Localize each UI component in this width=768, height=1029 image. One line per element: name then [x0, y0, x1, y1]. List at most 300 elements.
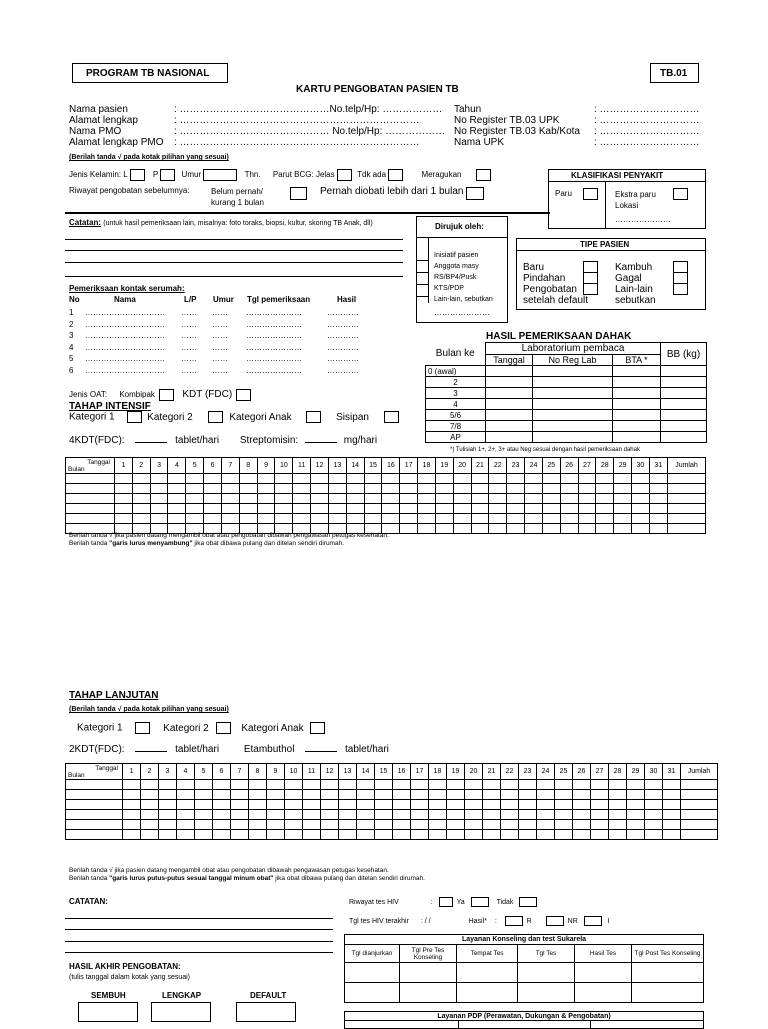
grid-cell[interactable]: [465, 790, 483, 800]
grid-cell[interactable]: [489, 474, 507, 484]
grid-cell[interactable]: [435, 494, 453, 504]
grid-cell[interactable]: [555, 830, 573, 840]
grid-cell[interactable]: [204, 504, 222, 514]
intensive-sisipan-checkbox[interactable]: [384, 411, 399, 423]
grid-cell[interactable]: [141, 800, 159, 810]
grid-cell[interactable]: [555, 780, 573, 790]
contacts-rows[interactable]: 1 ………………………… …… …… ………………… ………… 2 ………………………… …… …… ………………… ………… 3 ………………………… …… …… ………………… ………… 4 ………………………… …… …… ………………… ………… 5 ………………………… …… …… ………………… ………… 6 ………………………… …… …… ………………… …………: [69, 308, 359, 375]
grid-cell[interactable]: [346, 484, 364, 494]
grid-cell[interactable]: [123, 800, 141, 810]
grid-cell[interactable]: [159, 820, 177, 830]
grid-cell[interactable]: [465, 800, 483, 810]
grid-cell[interactable]: [632, 504, 650, 514]
grid-cell[interactable]: [66, 790, 123, 800]
grid-cell[interactable]: [328, 504, 346, 514]
grid-cell[interactable]: [221, 474, 239, 484]
grid-cell[interactable]: [627, 820, 645, 830]
grid-cell[interactable]: [649, 474, 667, 484]
hiv-nr-checkbox[interactable]: [584, 916, 602, 926]
grid-cell[interactable]: [115, 494, 133, 504]
grid-cell[interactable]: [364, 494, 382, 504]
grid-cell[interactable]: [560, 474, 578, 484]
grid-cell[interactable]: [321, 820, 339, 830]
grid-cell[interactable]: [66, 494, 115, 504]
grid-cell[interactable]: [393, 820, 411, 830]
grid-cell[interactable]: [591, 780, 609, 790]
grid-cell[interactable]: [221, 494, 239, 504]
grid-cell[interactable]: [150, 504, 168, 514]
grid-cell[interactable]: [668, 514, 706, 524]
grid-cell[interactable]: [213, 800, 231, 810]
grid-cell[interactable]: [537, 800, 555, 810]
grid-cell[interactable]: [627, 780, 645, 790]
grid-cell[interactable]: [123, 820, 141, 830]
grid-cell[interactable]: [267, 810, 285, 820]
grid-cell[interactable]: [231, 820, 249, 830]
default-checkbox[interactable]: [583, 283, 598, 295]
grid-cell[interactable]: [400, 514, 418, 524]
grid-cell[interactable]: [364, 504, 382, 514]
grid-cell[interactable]: [66, 484, 115, 494]
grid-cell[interactable]: [578, 514, 596, 524]
grid-cell[interactable]: [364, 474, 382, 484]
grid-cell[interactable]: [257, 484, 275, 494]
grid-cell[interactable]: [303, 790, 321, 800]
intensive-kat1-checkbox[interactable]: [127, 411, 142, 423]
grid-cell[interactable]: [663, 780, 681, 790]
grid-cell[interactable]: [285, 790, 303, 800]
grid-cell[interactable]: [346, 474, 364, 484]
grid-cell[interactable]: [555, 820, 573, 830]
intensive-kat2-checkbox[interactable]: [208, 411, 223, 423]
lengkap-date-box[interactable]: [151, 1002, 211, 1022]
grid-cell[interactable]: [275, 514, 293, 524]
referral-other[interactable]: …………………: [434, 308, 490, 317]
grid-cell[interactable]: [213, 780, 231, 790]
grid-cell[interactable]: [663, 790, 681, 800]
continuation-anak-checkbox[interactable]: [310, 722, 325, 734]
grid-cell[interactable]: [328, 494, 346, 504]
grid-cell[interactable]: [411, 780, 429, 790]
grid-cell[interactable]: [186, 504, 204, 514]
grid-cell[interactable]: [132, 514, 150, 524]
grid-cell[interactable]: [501, 780, 519, 790]
grid-cell[interactable]: [614, 494, 632, 504]
grid-cell[interactable]: [596, 474, 614, 484]
grid-cell[interactable]: [66, 830, 123, 840]
grid-cell[interactable]: [168, 484, 186, 494]
grid-cell[interactable]: [346, 494, 364, 504]
grid-cell[interactable]: [159, 810, 177, 820]
grid-cell[interactable]: [596, 514, 614, 524]
grid-cell[interactable]: [645, 790, 663, 800]
grid-cell[interactable]: [681, 800, 718, 810]
grid-cell[interactable]: [435, 524, 453, 534]
grid-cell[interactable]: [681, 780, 718, 790]
grid-cell[interactable]: [483, 820, 501, 830]
grid-cell[interactable]: [465, 780, 483, 790]
grid-cell[interactable]: [239, 474, 257, 484]
grid-cell[interactable]: [609, 820, 627, 830]
paru-checkbox[interactable]: [583, 188, 598, 200]
hiv-tidak-box[interactable]: [519, 897, 537, 907]
grid-cell[interactable]: [519, 820, 537, 830]
grid-cell[interactable]: [159, 780, 177, 790]
grid-cell[interactable]: [159, 830, 177, 840]
grid-cell[interactable]: [645, 780, 663, 790]
grid-cell[interactable]: [668, 474, 706, 484]
grid-cell[interactable]: [663, 810, 681, 820]
grid-cell[interactable]: [204, 514, 222, 524]
grid-cell[interactable]: [591, 790, 609, 800]
grid-cell[interactable]: [447, 800, 465, 810]
grid-cell[interactable]: [321, 780, 339, 790]
grid-cell[interactable]: [357, 830, 375, 840]
grid-cell[interactable]: [213, 830, 231, 840]
grid-cell[interactable]: [429, 830, 447, 840]
kdt-checkbox[interactable]: [236, 389, 251, 401]
age-field[interactable]: [203, 169, 237, 181]
grid-cell[interactable]: [614, 484, 632, 494]
bcg-tdk-ada-checkbox[interactable]: [388, 169, 403, 181]
grid-cell[interactable]: [328, 474, 346, 484]
grid-cell[interactable]: [649, 494, 667, 504]
grid-cell[interactable]: [231, 830, 249, 840]
grid-cell[interactable]: [411, 800, 429, 810]
grid-cell[interactable]: [614, 524, 632, 534]
grid-cell[interactable]: [339, 800, 357, 810]
grid-cell[interactable]: [393, 830, 411, 840]
grid-cell[interactable]: [649, 524, 667, 534]
grid-cell[interactable]: [393, 780, 411, 790]
grid-cell[interactable]: [123, 780, 141, 790]
grid-cell[interactable]: [645, 830, 663, 840]
grid-cell[interactable]: [267, 800, 285, 810]
grid-cell[interactable]: [221, 504, 239, 514]
grid-cell[interactable]: [435, 504, 453, 514]
grid-cell[interactable]: [168, 514, 186, 524]
grid-cell[interactable]: [204, 474, 222, 484]
continuation-daily-grid[interactable]: [65, 763, 718, 840]
grid-cell[interactable]: [483, 780, 501, 790]
grid-cell[interactable]: [249, 790, 267, 800]
grid-cell[interactable]: [591, 830, 609, 840]
grid-cell[interactable]: [364, 484, 382, 494]
grid-cell[interactable]: [231, 800, 249, 810]
grid-cell[interactable]: [346, 514, 364, 524]
grid-cell[interactable]: [141, 790, 159, 800]
etam-dose-field[interactable]: [305, 751, 337, 752]
grid-cell[interactable]: [507, 484, 525, 494]
grid-cell[interactable]: [321, 790, 339, 800]
grid-cell[interactable]: [632, 514, 650, 524]
grid-cell[interactable]: [411, 810, 429, 820]
grid-cell[interactable]: [501, 790, 519, 800]
grid-cell[interactable]: [393, 790, 411, 800]
grid-cell[interactable]: [267, 830, 285, 840]
history-treated-checkbox[interactable]: [466, 187, 484, 200]
grid-cell[interactable]: [649, 484, 667, 494]
grid-cell[interactable]: [177, 820, 195, 830]
grid-cell[interactable]: [328, 484, 346, 494]
grid-cell[interactable]: [141, 780, 159, 790]
grid-cell[interactable]: [239, 514, 257, 524]
grid-cell[interactable]: [339, 810, 357, 820]
grid-cell[interactable]: [447, 820, 465, 830]
grid-cell[interactable]: [285, 810, 303, 820]
grid-cell[interactable]: [560, 504, 578, 514]
grid-cell[interactable]: [328, 514, 346, 524]
grid-cell[interactable]: [303, 830, 321, 840]
grid-cell[interactable]: [231, 780, 249, 790]
grid-cell[interactable]: [159, 800, 177, 810]
grid-cell[interactable]: [537, 810, 555, 820]
grid-cell[interactable]: [311, 484, 329, 494]
grid-cell[interactable]: [573, 790, 591, 800]
grid-cell[interactable]: [435, 474, 453, 484]
grid-cell[interactable]: [573, 820, 591, 830]
grid-cell[interactable]: [542, 504, 560, 514]
grid-cell[interactable]: [249, 820, 267, 830]
grid-cell[interactable]: [115, 504, 133, 514]
grid-cell[interactable]: [311, 504, 329, 514]
gender-p-checkbox[interactable]: [160, 169, 175, 181]
grid-cell[interactable]: [578, 504, 596, 514]
sembuh-date-box[interactable]: [78, 1002, 138, 1022]
grid-cell[interactable]: [66, 800, 123, 810]
grid-cell[interactable]: [649, 504, 667, 514]
grid-cell[interactable]: [591, 810, 609, 820]
grid-cell[interactable]: [375, 780, 393, 790]
grid-cell[interactable]: [357, 780, 375, 790]
grid-cell[interactable]: [519, 790, 537, 800]
grid-cell[interactable]: [681, 790, 718, 800]
identity-fields[interactable]: : ………………………………………No.telp/Hp: ……………… : ……………………………………………………………… : ……………………………………… No.telp/Hp: ……………… : ………………………………………………………………: [174, 104, 446, 148]
grid-cell[interactable]: [275, 504, 293, 514]
grid-cell[interactable]: [418, 524, 436, 534]
gender-l-checkbox[interactable]: [130, 169, 145, 181]
grid-cell[interactable]: [537, 780, 555, 790]
grid-cell[interactable]: [483, 830, 501, 840]
grid-cell[interactable]: [257, 504, 275, 514]
grid-cell[interactable]: [507, 514, 525, 524]
grid-cell[interactable]: [66, 504, 115, 514]
grid-cell[interactable]: [435, 514, 453, 524]
grid-cell[interactable]: [257, 514, 275, 524]
grid-cell[interactable]: [525, 494, 543, 504]
grid-cell[interactable]: [507, 494, 525, 504]
grid-cell[interactable]: [489, 514, 507, 524]
grid-cell[interactable]: [231, 790, 249, 800]
grid-cell[interactable]: [645, 800, 663, 810]
grid-cell[interactable]: [66, 820, 123, 830]
kdt2-dose-field[interactable]: [135, 751, 167, 752]
grid-cell[interactable]: [627, 800, 645, 810]
grid-cell[interactable]: [168, 504, 186, 514]
grid-cell[interactable]: [393, 800, 411, 810]
grid-cell[interactable]: [507, 474, 525, 484]
grid-cell[interactable]: [542, 514, 560, 524]
grid-cell[interactable]: [578, 524, 596, 534]
grid-cell[interactable]: [573, 830, 591, 840]
grid-cell[interactable]: [204, 494, 222, 504]
hiv-r-checkbox[interactable]: [505, 916, 523, 926]
grid-cell[interactable]: [418, 514, 436, 524]
bcg-meragukan-checkbox[interactable]: [476, 169, 491, 181]
grid-cell[interactable]: [239, 504, 257, 514]
grid-cell[interactable]: [418, 474, 436, 484]
grid-cell[interactable]: [400, 524, 418, 534]
grid-cell[interactable]: [204, 484, 222, 494]
grid-cell[interactable]: [663, 800, 681, 810]
grid-cell[interactable]: [177, 830, 195, 840]
grid-cell[interactable]: [542, 494, 560, 504]
grid-cell[interactable]: [311, 494, 329, 504]
grid-cell[interactable]: [525, 474, 543, 484]
grid-cell[interactable]: [429, 810, 447, 820]
grid-cell[interactable]: [321, 830, 339, 840]
grid-cell[interactable]: [231, 810, 249, 820]
grid-cell[interactable]: [525, 484, 543, 494]
grid-cell[interactable]: [357, 800, 375, 810]
grid-cell[interactable]: [453, 504, 471, 514]
grid-cell[interactable]: [275, 474, 293, 484]
grid-cell[interactable]: [519, 800, 537, 810]
grid-cell[interactable]: [489, 504, 507, 514]
grid-cell[interactable]: [195, 810, 213, 820]
grid-cell[interactable]: [267, 790, 285, 800]
grid-cell[interactable]: [375, 800, 393, 810]
grid-cell[interactable]: [150, 514, 168, 524]
grid-cell[interactable]: [542, 524, 560, 534]
grid-cell[interactable]: [66, 780, 123, 790]
grid-cell[interactable]: [400, 474, 418, 484]
grid-cell[interactable]: [186, 514, 204, 524]
grid-cell[interactable]: [447, 780, 465, 790]
grid-cell[interactable]: [525, 504, 543, 514]
grid-cell[interactable]: [578, 474, 596, 484]
grid-cell[interactable]: [132, 494, 150, 504]
grid-cell[interactable]: [471, 474, 489, 484]
grid-cell[interactable]: [542, 474, 560, 484]
grid-cell[interactable]: [453, 474, 471, 484]
grid-cell[interactable]: [195, 830, 213, 840]
grid-cell[interactable]: [501, 820, 519, 830]
grid-cell[interactable]: [382, 514, 400, 524]
grid-cell[interactable]: [177, 790, 195, 800]
grid-cell[interactable]: [249, 780, 267, 790]
grid-cell[interactable]: [596, 524, 614, 534]
grid-cell[interactable]: [382, 494, 400, 504]
grid-cell[interactable]: [257, 474, 275, 484]
grid-cell[interactable]: [115, 484, 133, 494]
grid-cell[interactable]: [168, 494, 186, 504]
grid-cell[interactable]: [560, 524, 578, 534]
default-date-box[interactable]: [236, 1002, 296, 1022]
grid-cell[interactable]: [411, 830, 429, 840]
grid-cell[interactable]: [339, 780, 357, 790]
grid-cell[interactable]: [275, 494, 293, 504]
grid-cell[interactable]: [123, 830, 141, 840]
history-never-checkbox[interactable]: [290, 187, 307, 200]
grid-cell[interactable]: [411, 820, 429, 830]
grid-cell[interactable]: [150, 494, 168, 504]
grid-cell[interactable]: [382, 484, 400, 494]
grid-cell[interactable]: [132, 484, 150, 494]
grid-cell[interactable]: [537, 790, 555, 800]
kombipak-checkbox[interactable]: [159, 389, 174, 401]
grid-cell[interactable]: [429, 820, 447, 830]
continuation-kat2-checkbox[interactable]: [216, 722, 231, 734]
grid-cell[interactable]: [267, 780, 285, 790]
grid-cell[interactable]: [507, 504, 525, 514]
grid-cell[interactable]: [375, 820, 393, 830]
grid-cell[interactable]: [519, 780, 537, 790]
grid-cell[interactable]: [177, 780, 195, 790]
grid-cell[interactable]: [195, 800, 213, 810]
grid-cell[interactable]: [195, 790, 213, 800]
grid-cell[interactable]: [681, 830, 718, 840]
grid-cell[interactable]: [115, 474, 133, 484]
grid-cell[interactable]: [213, 790, 231, 800]
grid-cell[interactable]: [429, 790, 447, 800]
grid-cell[interactable]: [668, 484, 706, 494]
grid-cell[interactable]: [293, 474, 311, 484]
grid-cell[interactable]: [285, 800, 303, 810]
grid-cell[interactable]: [400, 494, 418, 504]
grid-cell[interactable]: [525, 514, 543, 524]
grid-cell[interactable]: [186, 474, 204, 484]
grid-cell[interactable]: [275, 484, 293, 494]
kdt-dose-field[interactable]: [135, 442, 167, 443]
grid-cell[interactable]: [239, 484, 257, 494]
grid-cell[interactable]: [483, 800, 501, 810]
grid-cell[interactable]: [668, 504, 706, 514]
grid-cell[interactable]: [471, 504, 489, 514]
continuation-kat1-checkbox[interactable]: [135, 722, 150, 734]
grid-cell[interactable]: [400, 504, 418, 514]
grid-cell[interactable]: [177, 810, 195, 820]
lain-checkbox[interactable]: [673, 283, 688, 295]
grid-cell[interactable]: [429, 780, 447, 790]
grid-cell[interactable]: [578, 484, 596, 494]
grid-cell[interactable]: [357, 790, 375, 800]
grid-cell[interactable]: [668, 524, 706, 534]
grid-cell[interactable]: [66, 810, 123, 820]
grid-cell[interactable]: [346, 504, 364, 514]
grid-cell[interactable]: [596, 494, 614, 504]
grid-cell[interactable]: [382, 474, 400, 484]
grid-cell[interactable]: [321, 800, 339, 810]
grid-cell[interactable]: [453, 484, 471, 494]
grid-cell[interactable]: [645, 810, 663, 820]
grid-cell[interactable]: [507, 524, 525, 534]
grid-cell[interactable]: [627, 810, 645, 820]
grid-cell[interactable]: [573, 800, 591, 810]
grid-cell[interactable]: [150, 474, 168, 484]
grid-cell[interactable]: [519, 830, 537, 840]
grid-cell[interactable]: [293, 514, 311, 524]
grid-cell[interactable]: [471, 484, 489, 494]
hiv-ya-checkbox[interactable]: [439, 897, 453, 907]
grid-cell[interactable]: [311, 514, 329, 524]
grid-cell[interactable]: [609, 800, 627, 810]
grid-cell[interactable]: [668, 494, 706, 504]
grid-cell[interactable]: [213, 810, 231, 820]
grid-cell[interactable]: [471, 524, 489, 534]
grid-cell[interactable]: [123, 790, 141, 800]
grid-cell[interactable]: [186, 494, 204, 504]
